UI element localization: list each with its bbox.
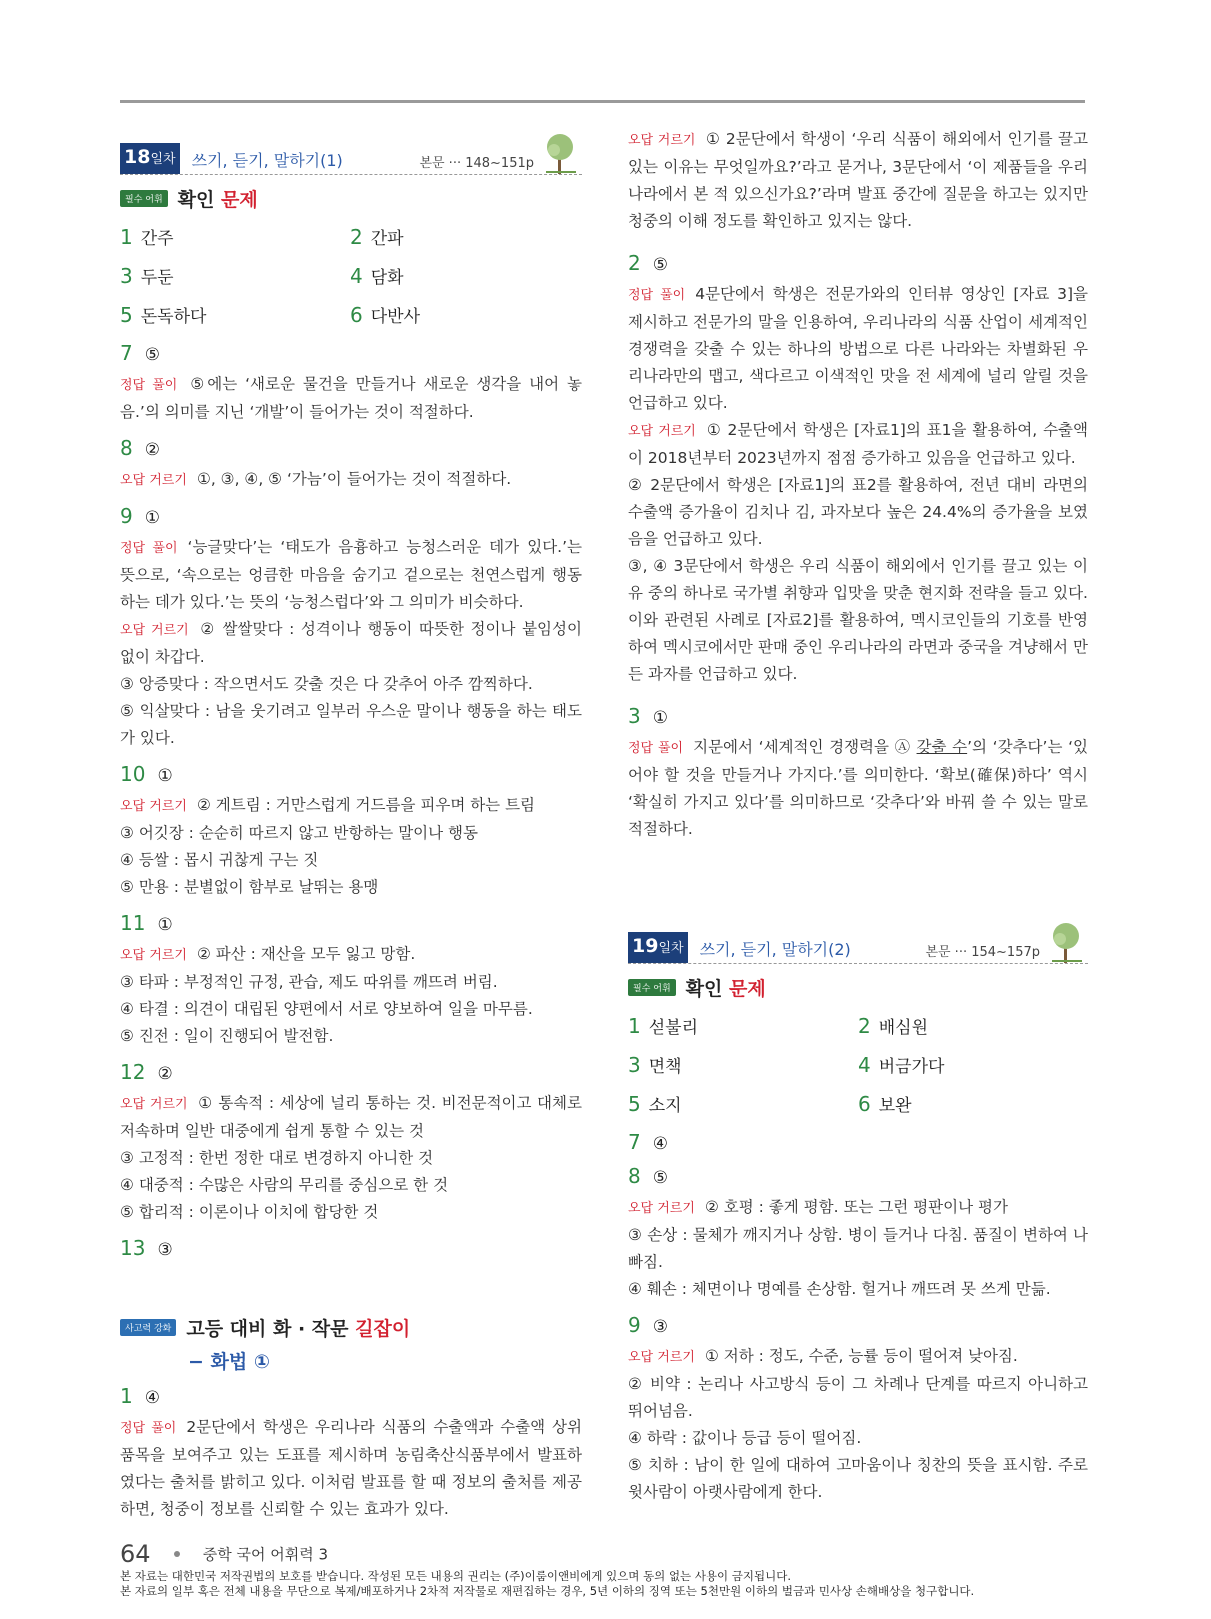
vocab-badge: 필수 어휘 [120,190,168,207]
explanation: ③ 고정적 : 한번 정한 대로 변경하지 아니한 것 [120,1149,434,1167]
answer-item: 4 담화 [350,264,404,288]
section-title: 확인 문제 [177,189,258,211]
lesson-header-18 [120,138,582,175]
explanation: 오답 거르기 ① 2문단에서 학생이 ‘우리 식품이 해외에서 인기를 끌고 있는 이유는 무엇일까요?’라고 묻거나, 3문단에서 ‘이 제품들을 우리나라에서 본 적 있으신가요?’라며 발표 중간에 질문을 하고는 있지만 청중의 이해 정도를 확인하고 있지는 않다. [628,130,1088,230]
explanation: 오답 거르기 ② 파산 : 재산을 모두 잃고 망함. [120,945,416,963]
page-reference: 본문 ··· 148~151p [419,156,534,171]
copyright-notice: 본 자료의 일부 혹은 전체 내용을 무단으로 복제/배포하거나 2차적 저작물로 재편집하는 경우, 5년 이하의 징역 또는 5천만원 이하의 벌금과 민사상 손해배상을 청구합니다. [120,1584,975,1598]
answer-grid [628,1013,1088,1116]
explanation: 오답 거르기 ①, ③, ④, ⑤ ‘가늠’이 들어가는 것이 적절하다. [120,470,512,488]
question-7: 7 ⑤ [120,341,160,365]
question-9: 9 ③ [628,1313,668,1337]
section-title: 확인 문제 [685,978,766,1000]
day-badge: 18일차 [120,143,180,174]
explanation: ⑤ 합리적 : 이론이나 이치에 합당한 것 [120,1203,379,1221]
explanation: ④ 하락 : 값이나 등급 등이 떨어짐. [628,1429,862,1447]
explanation: 정답 풀이 4문단에서 학생은 전문가와의 인터뷰 영상인 [자료 3]을 제시하고 전문가의 말을 인용하여, 우리나라의 식품 산업이 세계적인 경쟁력을 갖출 수 있는 하나의 방법으로 다른 나라와는 차별화된 우리나라만의 맵고, 색다르고 이색적인 맛을 전 세계에 널리 알릴 것을 언급하고 있다. [628,285,1088,412]
question-12: 12 ② [120,1060,173,1084]
question-11: 11 ① [120,911,173,935]
section-heading [628,974,1088,1001]
answer-item: 3 두둔 [120,264,174,288]
answer-item: 6 보완 [858,1092,912,1116]
explanation: ⑤ 진전 : 일이 진행되어 발전함. [120,1027,334,1045]
answer-item: 2 간파 [350,225,404,249]
explanation: ④ 등쌀 : 몹시 귀찮게 구는 짓 [120,851,319,869]
left-column [120,138,582,1523]
separator-dot [174,1551,180,1557]
explanation: 정답 풀이 2문단에서 학생은 우리나라 식품의 수출액과 수출액 상위 품목을 보여주고 있는 도표를 제시하며 농림축산식품부에서 발표하였다는 출처를 밝히고 있다. 이처럼 발표를 할 때 정보의 출처를 제공하면, 청중이 정보를 신뢰할 수 있는 효과가 있다. [120,1418,582,1518]
answer-item: 2 배심원 [858,1014,929,1038]
tree-icon [1046,921,1086,963]
explanation: ③ 타파 : 부정적인 규정, 관습, 제도 따위를 깨뜨려 버림. [120,973,498,991]
explanation: ③ 어깃장 : 순순히 따르지 않고 반항하는 말이나 행동 [120,824,478,842]
extra-subtitle: − 화법 ① [188,1351,270,1373]
answer-item: 6 다반사 [350,303,421,327]
question-8: 8 ② [120,436,160,460]
extra-section-heading [120,1314,582,1341]
tree-icon [540,132,580,174]
page-number: 64 [120,1540,151,1568]
answer-grid [120,224,582,327]
answer-item: 4 버금가다 [858,1053,945,1077]
explanation: ⑤ 치하 : 남이 한 일에 대하여 고마움이나 칭찬의 뜻을 표시함. 주로 윗사람이 아랫사람에게 한다. [628,1456,1088,1501]
extra-question-2: 2 ⑤ [628,251,668,275]
explanation: ④ 훼손 : 체면이나 명예를 손상함. 헐거나 깨뜨려 못 쓰게 만듦. [628,1280,1051,1298]
copyright-notice: 본 자료는 대한민국 저작권법의 보호를 받습니다. 작성된 모든 내용의 권리는 (주)이룸이앤비에게 있으며 동의 없는 사용이 금지됩니다. [120,1569,791,1583]
page-footer [120,1540,1120,1598]
explanation: 오답 거르기 ① 저하 : 정도, 수준, 능률 등이 떨어져 낮아짐. [628,1347,1018,1365]
right-column [628,126,1088,1506]
vocab-badge: 필수 어휘 [628,979,676,996]
day-badge: 19일차 [628,932,688,963]
page-reference: 본문 ··· 154~157p [925,945,1040,960]
question-7: 7 ④ [628,1130,668,1154]
explanation: ④ 타결 : 의견이 대립된 양편에서 서로 양보하여 일을 마무름. [120,1000,533,1018]
extra-question-3: 3 ① [628,704,668,728]
lesson-header-19 [628,927,1088,964]
explanation: ③ 손상 : 물체가 깨지거나 상함. 병이 들거나 다침. 품질이 변하여 나빠짐. [628,1226,1088,1271]
explanation: 정답 풀이 ‘능글맞다’는 ‘태도가 음흉하고 능청스러운 데가 있다.’는 뜻으로, ‘속으로는 엉큼한 마음을 숨기고 겉으로는 천연스럽게 행동하는 데가 있다.’는 뜻의 ‘능청스럽다’와 그 의미가 비슷하다. [120,538,582,611]
explanation: 오답 거르기 ② 호평 : 좋게 평함. 또는 그런 평판이나 평가 [628,1198,1008,1216]
explanation: 오답 거르기 ① 2문단에서 학생은 [자료1]의 표1을 활용하여, 수출액이 2018년부터 2023년까지 점점 증가하고 있음을 언급하고 있다. [628,421,1088,467]
lesson-title: 쓰기, 듣기, 말하기(2) [699,940,851,959]
answer-item: 1 간주 [120,225,174,249]
explanation: ③ 앙증맞다 : 작으면서도 갖출 것은 다 갖추어 아주 깜찍하다. [120,675,533,693]
explanation: 오답 거르기 ② 게트림 : 거만스럽게 거드름을 피우며 하는 트림 [120,796,536,814]
explanation: 오답 거르기 ① 통속적 : 세상에 널리 통하는 것. 비전문적이고 대체로 저속하며 일반 대중에게 쉽게 통할 수 있는 것 [120,1094,582,1140]
question-13: 13 ③ [120,1236,173,1260]
answer-item: 5 돈독하다 [120,303,207,327]
answer-item: 5 소지 [628,1092,682,1116]
explanation: ② 비약 : 논리나 사고방식 등이 그 차례나 단계를 따르지 아니하고 뛰어넘음. [628,1375,1088,1420]
section-heading [120,185,582,212]
answer-item: 3 면책 [628,1053,682,1077]
answer-item: 1 섣불리 [628,1014,699,1038]
explanation: 정답 풀이 ⑤에는 ‘새로운 물건을 만들거나 새로운 생각을 내어 놓음.’의 의미를 지닌 ‘개발’이 들어가는 것이 적절하다. [120,375,582,421]
explanation: ④ 대중적 : 수많은 사람의 무리를 중심으로 한 것 [120,1176,449,1194]
extra-question-1: 1 ④ [120,1384,160,1408]
thinking-badge: 사고력 강화 [120,1319,176,1336]
question-10: 10 ① [120,762,173,786]
question-9: 9 ① [120,504,160,528]
lesson-title: 쓰기, 듣기, 말하기(1) [191,151,343,170]
explanation: ③, ④ 3문단에서 학생은 우리 식품이 해외에서 인기를 끌고 있는 이유 중의 하나로 국가별 취향과 입맛을 맞춘 현지화 전략을 들고 있다. 이와 관련된 사례로 [자료2]를 활용하여, 멕시코인들의 기호를 반영하여 멕시코에서만 판매 중인 우리나라의 라면과 중국을 겨냥해서 만든 과자를 언급하고 있다. [628,557,1088,683]
explanation: ② 2문단에서 학생은 [자료1]의 표2를 활용하여, 전년 대비 라면의 수출액 증가율이 김치나 김, 과자보다 높은 24.4%의 증가율을 보였음을 언급하고 있다. [628,476,1088,548]
extra-title: 고등 대비 화 · 작문 길잡이 [186,1318,411,1340]
top-rule [120,100,1085,103]
explanation: 오답 거르기 ② 쌀쌀맞다 : 성격이나 행동이 따뜻한 정이나 붙임성이 없이 차갑다. [120,620,582,666]
explanation: ⑤ 익살맞다 : 남을 웃기려고 일부러 우스운 말이나 행동을 하는 태도가 있다. [120,702,582,747]
book-title: 중학 국어 어휘력 3 [202,1545,329,1564]
question-8: 8 ⑤ [628,1164,668,1188]
explanation: 정답 풀이 지문에서 ‘세계적인 경쟁력을 Ⓐ 갖출 수’의 ‘갖추다’는 ‘있어야 할 것을 만들거나 가지다.’를 의미한다. ‘확보(確保)하다’ 역시 ‘확실히 가지고 있다’를 의미하므로 ‘갖추다’와 바꿔 쓸 수 있는 말로 적절하다. [628,738,1088,838]
explanation: ⑤ 만용 : 분별없이 함부로 날뛰는 용맹 [120,878,379,896]
